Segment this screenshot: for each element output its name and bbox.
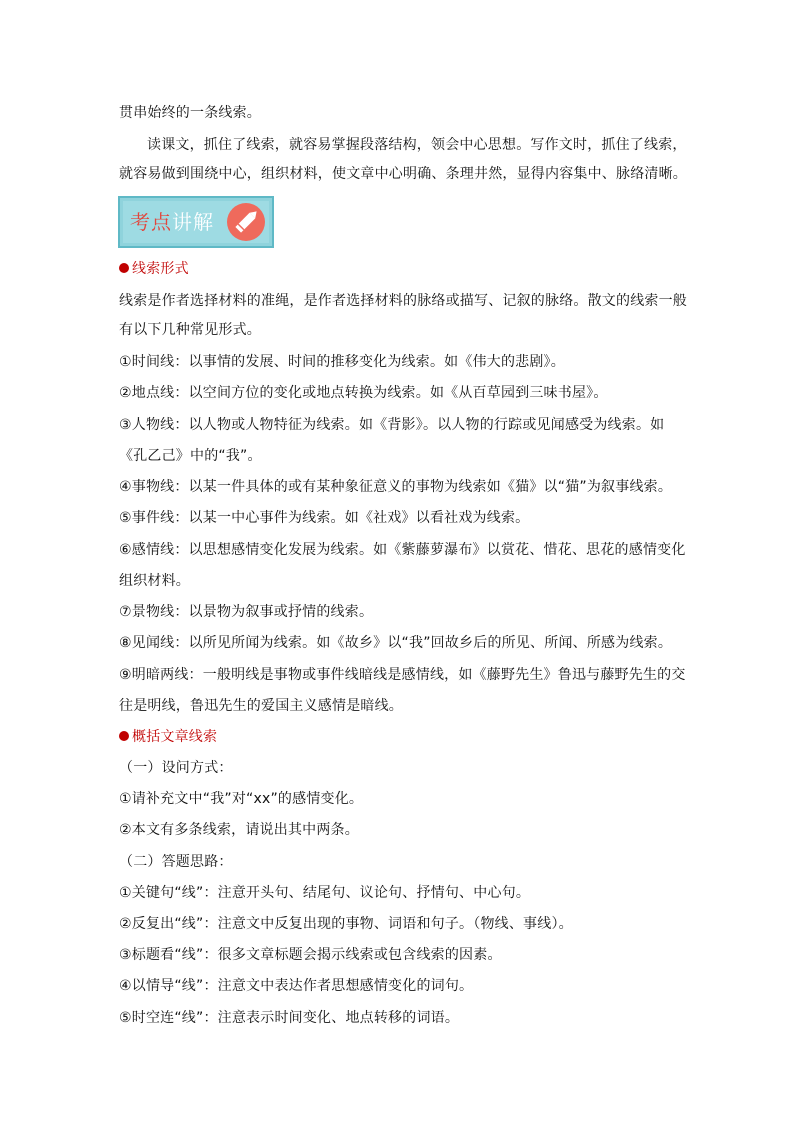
answer-item: ④以情导“线”：注意文中表达作者思想感情变化的词句。: [119, 978, 474, 994]
answer-item: ⑤时空连“线”：注意表示时间变化、地点转移的词语。: [119, 1010, 460, 1026]
banner-text-red: 考点: [130, 210, 172, 234]
answer-item: ③标题看“线”：很多文章标题会揭示线索或包含线索的因素。: [119, 947, 502, 963]
section-heading-summarize-clue: [119, 727, 217, 747]
list-item: ⑥感情线：以思想感情变化发展为线索。如《紫藤萝瀑布》以赏花、惜花、思花的感情变化: [119, 542, 686, 558]
subheading-answer-approach: （二）答题思路：: [119, 854, 233, 870]
answer-item: ①关键句“线”：注意开头句、结尾句、议论句、抒情句、中心句。: [119, 885, 531, 901]
list-item: 组织材料。: [119, 573, 190, 589]
banner-title: [130, 210, 214, 234]
intro-line-3: 就容易做到围绕中心，组织材料，使文章中心明确、条理井然，显得内容集中、脉络清晰。: [119, 166, 687, 182]
list-item: 《孔乙己》中的“我”。: [119, 448, 262, 464]
bullet-dot-icon: [119, 263, 129, 273]
banner-text-white: 讲解: [172, 210, 214, 234]
list-item: ⑤事件线：以某一中心事件为线索。如《社戏》以看社戏为线索。: [119, 510, 530, 526]
list-item: ④事物线：以某一件具体的或有某种象征意义的事物为线索如《猫》以“猫”为叙事线索。: [119, 479, 673, 495]
list-item: ⑧见闻线：以所见所闻为线索。如《故乡》以“我”回故乡后的所见、所闻、所感为线索。: [119, 635, 673, 651]
kaodian-banner: [118, 196, 274, 248]
pencil-icon: [226, 202, 266, 242]
list-item: 往是明线，鲁迅先生的爱国主义感情是暗线。: [119, 698, 403, 714]
list-item: ⑨明暗两线：一般明线是事物或事件线暗线是感情线，如《藤野先生》鲁迅与藤野先生的交: [119, 667, 686, 683]
subheading-question-method: （一）设问方式：: [119, 760, 233, 776]
answer-item: ②反复出“线”：注意文中反复出现的事物、词语和句子。（物线、事线）。: [119, 916, 573, 932]
list-item: ②地点线：以空间方位的变化或地点转换为线索。如《从百草园到三味书屋》。: [119, 385, 608, 401]
list-item: ①时间线：以事情的发展、时间的推移变化为线索。如《伟大的悲剧》。: [119, 354, 565, 370]
list-item: ⑦景物线：以景物为叙事或抒情的线索。: [119, 604, 374, 620]
intro-line-1: 贯串始终的一条线索。: [119, 105, 261, 121]
section1-desc-1: 线索是作者选择材料的准绳，是作者选择材料的脉络或描写、记叙的脉络。散文的线索一般: [119, 293, 687, 309]
heading-text: 概括文章线索: [132, 729, 218, 745]
section-heading-clue-forms: [119, 259, 189, 279]
heading-text: 线索形式: [132, 261, 189, 277]
list-item: ③人物线：以人物或人物特征为线索。如《背影》。以人物的行踪或见闻感受为线索。如: [119, 417, 665, 433]
intro-line-2: 读课文，抓住了线索，就容易掌握段落结构，领会中心思想。写作文时，抓住了线索，: [147, 137, 687, 153]
bullet-dot-icon: [119, 731, 129, 741]
section1-desc-2: 有以下几种常见形式。: [119, 322, 261, 338]
question-item: ②本文有多条线索，请说出其中两条。: [119, 822, 359, 838]
question-item: ①请补充文中“我”对“xx”的感情变化。: [119, 791, 364, 807]
